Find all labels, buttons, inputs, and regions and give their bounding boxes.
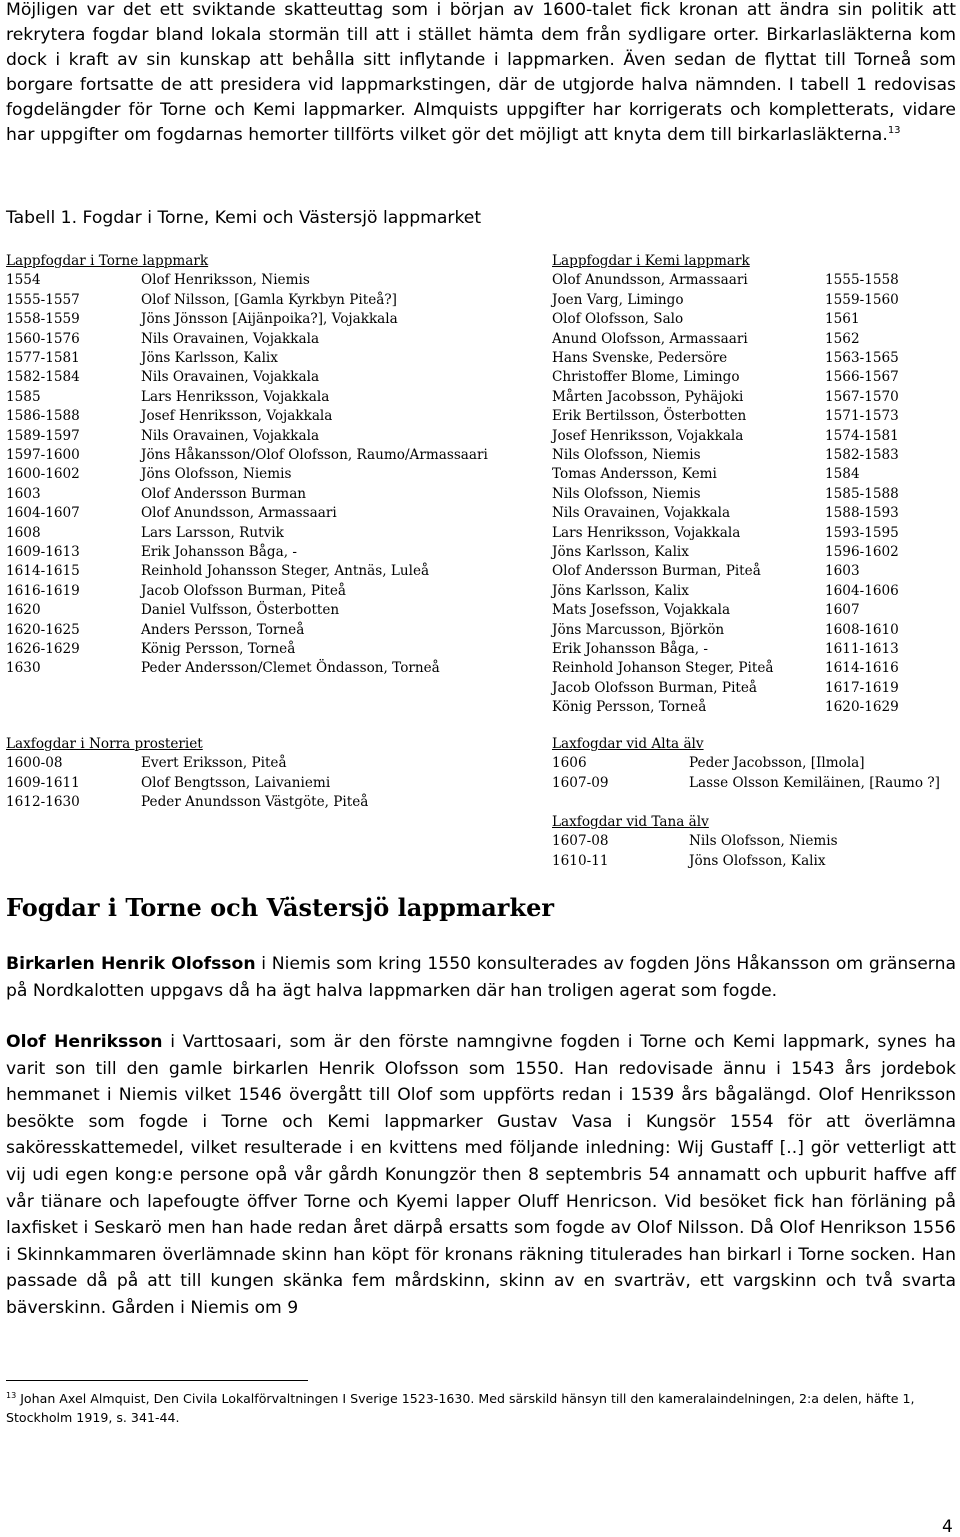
table-cell: 1614-1616 [825,660,899,677]
table-cell: Mats Josefsson, Vojakkala [552,602,731,619]
table-cell: 1606 [552,755,587,772]
table-row [552,601,956,620]
table-cell: 1561 [825,311,860,328]
table-cell: Hans Svenske, Pedersöre [552,350,728,366]
table-cell: Anders Persson, Torneå [141,621,305,638]
table-cell: 1555-1557 [6,291,80,308]
table-cell: 1589-1597 [6,427,80,444]
table-cell: 1597-1600 [6,447,80,463]
intro-text: Möjligen var det ett sviktande skatteuttag som i början av 1600-talet fick kronan att ändra sin politik att rekrytera fogdar bland lokala stormän till att i stället hämta dem från sydligare orter. Birkarlasläkterna kom dock i kraft av sin kunskap att behålla sitt inflytande i lappmarken. Även sedan de flyttat till Torneå som borgare fortsatte de att presidera vid lappmarkstingen, där de utgjorde halva nämnden. I tabell 1 redovisas fogdelängder för Torne och Kemi lappmarker. Almquists uppgifter har korrigerats och kompletterats, vidare har uppgifter om fogdarnas hemorter tillförts vilket gör det möjligt att knyta dem till birkarlasläkterna. [6,0,956,145]
table-cell: 1612-1630 [6,794,80,811]
table-cell: 1558-1559 [6,311,80,328]
table-cell: 1554 [6,272,41,289]
table-cell: Olof Nilsson, [Gamla Kyrkbyn Piteå?] [141,291,397,308]
table-cell: 1616-1619 [6,582,80,599]
table-cell: 1614-1615 [6,563,80,580]
table-cell: 1607 [825,602,860,619]
table-cell: Daniel Vulfsson, Österbotten [141,602,340,619]
table-cell: 1603 [6,485,41,502]
intro-paragraph [6,0,956,148]
table-cell: Olof Olofsson, Salo [552,311,684,328]
table-cell: Olof Bengtsson, Laivaniemi [141,774,331,791]
table-row [552,659,956,678]
table-row [6,524,546,543]
table-row [552,754,956,773]
table-header: Lappfogdar i Torne lappmark [6,253,209,269]
table-row [552,621,956,640]
table-row [552,465,956,484]
table-cell: 1630 [6,660,41,677]
table-row [552,543,956,562]
table-row [552,582,956,601]
table-row [552,368,956,387]
table-cell: 1600-08 [6,755,63,772]
table-row [6,368,546,387]
table-row [6,543,546,562]
table-row [552,698,956,717]
table-cell: 1617-1619 [825,679,899,696]
table-cell: 1555-1558 [825,272,899,289]
table-row [552,271,956,290]
table-cell: 1584 [825,466,860,483]
table-header: Laxfogdar vid Tana älv [552,814,709,830]
table-cell: Erik Bertilsson, Österbotten [552,408,747,425]
table-cell: Jöns Håkansson/Olof Olofsson, Raumo/Armassaari [141,447,488,463]
table-row [6,330,546,349]
table-cell: Anund Olofsson, Armassaari [552,330,748,347]
table-cell: Jacob Olofsson Burman, Piteå [141,582,347,599]
table-row [6,349,546,368]
footnote-reference: 13 [887,125,901,136]
table-row [6,754,546,773]
table-cell: König Persson, Torneå [141,641,296,657]
table-row [6,291,546,310]
table-cell: Tomas Andersson, Kemi [552,466,717,483]
table-cell: 1620-1629 [825,699,899,716]
table-row [552,349,956,368]
table-cell: Lasse Olsson Kemiläinen, [Raumo ?] [689,774,940,791]
table-cell: 1585 [6,388,41,405]
table-row [6,485,546,504]
table-cell: Jacob Olofsson Burman, Piteå [552,679,758,696]
table-cell: Olof Andersson Burman, Piteå [552,563,761,580]
table-row [552,852,956,871]
table-cell: 1611-1613 [825,641,899,657]
table-cell: Olof Anundsson, Armassaari [141,505,337,522]
table-cell: 1586-1588 [6,408,80,425]
table-row [552,427,956,446]
table-cell: 1562 [825,330,860,347]
table-cell: Lars Henriksson, Vojakkala [141,388,330,405]
table-row [6,582,546,601]
table-cell: 1588-1593 [825,505,899,522]
table-cell: Mårten Jacobsson, Pyhäjoki [552,388,744,405]
table-cell: 1608 [6,524,41,541]
table-row [552,524,956,543]
table-cell: 1582-1583 [825,447,899,463]
footnote-text: Johan Axel Almquist, Den Civila Lokalförvaltningen I Sverige 1523-1630. Med särskild hänsyn till den kameralaindelningen, 2:a delen, häfte 1, Stockholm 1919, s. 341-44. [6,1391,915,1425]
table-row [6,640,546,659]
table-cell: 1607-08 [552,833,609,850]
table-row [6,562,546,581]
table-cell: 1620 [6,602,41,619]
table-cell: 1585-1588 [825,485,899,502]
table-row [552,485,956,504]
table-cell: Joen Varg, Limingo [552,291,684,308]
table-row [6,774,546,793]
table-cell: 1560-1576 [6,330,80,347]
table-row [6,659,546,678]
table-row [552,446,956,465]
table-cell: Jöns Olofsson, Kalix [689,852,826,869]
footnote-number: 13 [6,1391,17,1400]
table-cell: Jöns Jönsson [Aijänpoika?], Vojakkala [141,311,398,328]
table-row [6,446,546,465]
table-cell: 1620-1625 [6,621,80,638]
table-cell: Jöns Marcusson, Björkön [552,621,725,638]
table-cell: Olof Andersson Burman [141,485,307,502]
table-cell: 1600-1602 [6,466,80,483]
table-row [6,621,546,640]
table-cell: Olof Anundsson, Armassaari [552,272,748,289]
table-cell: 1566-1567 [825,369,899,386]
table-cell: Nils Oravainen, Vojakkala [552,505,731,522]
table-cell: 1604-1606 [825,582,899,599]
table-row [6,310,546,329]
table-row [6,601,546,620]
table-row [6,465,546,484]
table-cell: Nils Oravainen, Vojakkala [141,427,320,444]
table-cell: Christoffer Blome, Limingo [552,369,740,386]
table-cell: Erik Johansson Båga, - [552,641,708,657]
table-cell: Lars Larsson, Rutvik [141,524,284,541]
table-cell: 1626-1629 [6,641,80,657]
table-cell: 1610-11 [552,852,609,869]
table-row [552,774,956,793]
table-cell: König Persson, Torneå [552,699,707,716]
table-cell: 1607-09 [552,774,609,791]
table-row [552,291,956,310]
table-row [6,388,546,407]
table-cell: Nils Oravainen, Vojakkala [141,330,320,347]
table-row [552,640,956,659]
table-cell: Nils Oravainen, Vojakkala [141,369,320,386]
table-cell: 1574-1581 [825,427,899,444]
paragraph-text: i Varttosaari, som är den förste namngivne fogden i Torne och Kemi lappmark, synes ha varit son till den gamle birkarlen Henrik Olofsson som 1550. Han redovisade ännu i 1543 års jordebok hemmanet i Niemis vilket 1546 övergått till Olof som uppförts redan i 1539 års bågalängd. Olof Henriksson besökte som fogde i Torne och Kemi lappmarker Gustav Vasa i Kungsör 1554 för att överlämna saköresskattemedel, vilket resulterade i en kvittens med följande inledning: Wij Gustaff [..] gör vetterligt att vij udi egen kong:e persone opå vår gårdh Konungzör then 8 septembris 54 annamatt och upburit haffve aff vår tiänare och lapefougte öffver Torne och Kyemi lapper Oluff Henricson. Vid besöket fick han förläning på laxfisket i Seskarö men han hade redan året därpå ersatts som fogde av Olof Nilsson. Då Olof Henrikson 1556 i Skinnkammaren överlämnade skinn han köpt för kronans räkning titulerades han birkarl i Torne socken. Han passade då på att till kungen skänka fem mårdskinn, skinn av en svarträv, ett vargskinn och två svarta bäverskinn. Gården i Niemis om 9 [6,1032,956,1318]
table-row [552,310,956,329]
table-cell: Reinhold Johanson Steger, Piteå [552,660,774,677]
table-row [552,504,956,523]
table-row [552,562,956,581]
footnote [6,1389,956,1427]
table-cell: Lars Henriksson, Vojakkala [552,524,741,541]
table-cell: Nils Olofsson, Niemis [552,485,701,502]
table-cell: 1563-1565 [825,350,899,366]
table-cell: Nils Olofsson, Niemis [689,833,838,850]
page-number: 4 [942,1517,953,1537]
table-cell: Peder Jacobsson, [Ilmola] [689,755,865,772]
table-cell: 1604-1607 [6,505,80,522]
table-caption: Tabell 1. Fogdar i Torne, Kemi och Västersjö lappmarket [6,208,482,228]
table-row [6,407,546,426]
table-row [6,504,546,523]
table-cell: 1593-1595 [825,524,899,541]
table-cell: Olof Henriksson, Niemis [141,272,310,289]
table-header: Laxfogdar i Norra prosteriet [6,736,203,752]
table-cell: Josef Henriksson, Vojakkala [141,408,333,425]
table-cell: 1596-1602 [825,544,899,560]
table-header: Lappfogdar i Kemi lappmark [552,253,750,269]
paragraph-lead-name: Olof Henriksson [6,1032,163,1052]
table-cell: Jöns Karlsson, Kalix [552,544,689,560]
table-cell: 1582-1584 [6,369,80,386]
table-cell: Jöns Karlsson, Kalix [141,350,278,366]
table-row [6,427,546,446]
table-row [552,679,956,698]
table-cell: 1608-1610 [825,621,899,638]
table-cell: Peder Andersson/Clemet Öndasson, Torneå [141,660,440,677]
table-cell: 1559-1560 [825,291,899,308]
table-cell: Jöns Olofsson, Niemis [141,466,292,483]
table-cell: 1603 [825,563,860,580]
table-cell: 1609-1611 [6,774,80,791]
table-cell: Josef Henriksson, Vojakkala [552,427,744,444]
table-cell: 1571-1573 [825,408,899,425]
paragraph-olof-henriksson [6,1029,956,1322]
table-row [6,793,546,812]
table-header: Laxfogdar vid Alta älv [552,736,704,752]
table-cell: Jöns Karlsson, Kalix [552,582,689,599]
table-cell: Reinhold Johansson Steger, Antnäs, Luleå [141,563,430,580]
table-cell: 1609-1613 [6,544,80,560]
table-cell: Nils Olofsson, Niemis [552,447,701,463]
section-heading: Fogdar i Torne och Västersjö lappmarker [6,893,554,922]
table-cell: Erik Johansson Båga, - [141,544,297,560]
table-row [552,330,956,349]
table-row [552,388,956,407]
table-row [552,832,956,851]
table-cell: 1577-1581 [6,350,80,366]
paragraph-text: i Niemis som kring 1550 konsulterades av fogden Jöns Håkansson om gränserna på Nordkalotten uppgavs då ha ägt halva lappmarken där han troligen agerat som fogde. [6,954,956,1001]
paragraph-lead-name: Birkarlen Henrik Olofsson [6,954,256,974]
table-cell: Evert Eriksson, Piteå [141,755,287,772]
paragraph-henrik-olofsson [6,951,956,1004]
table-row [552,407,956,426]
footnote-divider [6,1380,308,1381]
table-cell: 1567-1570 [825,388,899,405]
table-row [6,271,546,290]
table-cell: Peder Anundsson Västgöte, Piteå [141,794,369,811]
